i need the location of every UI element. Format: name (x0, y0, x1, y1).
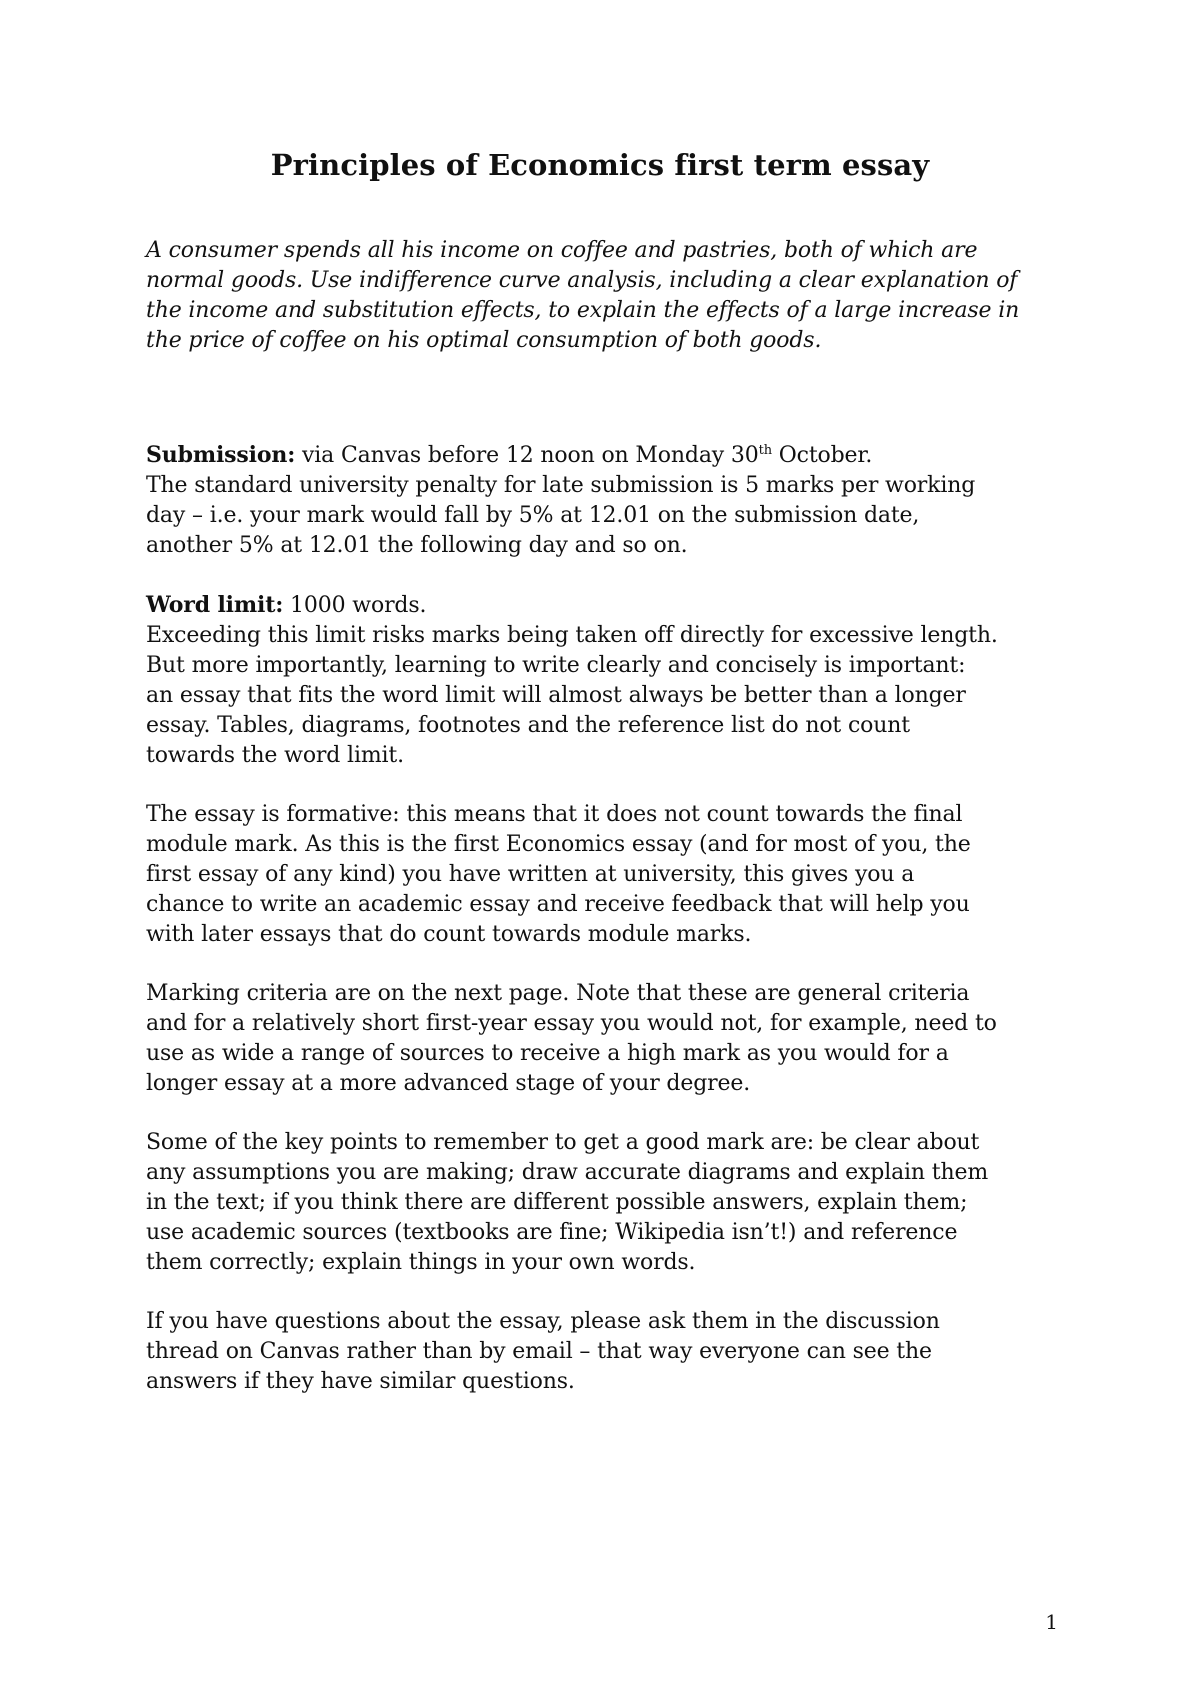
submission-heading-line (146, 440, 1076, 471)
key-points-line: any assumptions you are making; draw accurate diagrams and explain them (146, 1160, 989, 1185)
word-limit-section (146, 590, 1076, 771)
questions-line: thread on Canvas rather than by email – that way everyone can see the (146, 1339, 932, 1364)
submission-text: via Canvas before 12 noon on Monday 30 (295, 443, 759, 468)
formative-paragraph (146, 800, 1076, 950)
criteria-line: Marking criteria are on the next page. Note that these are general criteria (146, 981, 970, 1006)
submission-line: day – i.e. your mark would fall by 5% at 12.01 on the submission date, (146, 503, 920, 528)
word-limit-text: 1000 words. (283, 593, 427, 618)
document-body (146, 236, 1076, 1426)
criteria-paragraph (146, 979, 1076, 1099)
submission-date-suffix: th (758, 443, 772, 458)
formative-line: chance to write an academic essay and receive feedback that will help you (146, 892, 970, 917)
question-line: the income and substitution effects, to explain the effects of a large increase in (146, 298, 1020, 323)
essay-question (146, 236, 1076, 356)
word-limit-line: But more importantly, learning to write clearly and concisely is important: (146, 653, 966, 678)
formative-line: with later essays that do count towards module marks. (146, 922, 752, 947)
questions-paragraph (146, 1307, 1076, 1397)
word-limit-line: essay. Tables, diagrams, footnotes and the reference list do not count (146, 713, 910, 738)
formative-line: The essay is formative: this means that it does not count towards the final (146, 802, 963, 827)
question-line: normal goods. Use indifference curve analysis, including a clear explanation of (146, 268, 1018, 293)
key-points-paragraph (146, 1128, 1076, 1278)
key-points-line: them correctly; explain things in your own words. (146, 1250, 696, 1275)
submission-section (146, 440, 1076, 561)
formative-line: first essay of any kind) you have written at university, this gives you a (146, 862, 915, 887)
word-limit-label: Word limit: (146, 592, 284, 618)
word-limit-line: towards the word limit. (146, 743, 404, 768)
word-limit-line: Exceeding this limit risks marks being taken off directly for excessive length. (146, 623, 998, 648)
formative-line: module mark. As this is the first Economics essay (and for most of you, the (146, 832, 971, 857)
word-limit-heading-line (146, 590, 1076, 621)
submission-label: Submission: (146, 442, 296, 468)
questions-line: If you have questions about the essay, please ask them in the discussion (146, 1309, 940, 1334)
word-limit-line: an essay that fits the word limit will almost always be better than a longer (146, 683, 966, 708)
page-title: Principles of Economics first term essay (270, 148, 930, 182)
criteria-line: longer essay at a more advanced stage of your degree. (146, 1071, 751, 1096)
page-number: 1 (1045, 1610, 1058, 1634)
questions-line: answers if they have similar questions. (146, 1369, 575, 1394)
key-points-line: Some of the key points to remember to get a good mark are: be clear about (146, 1130, 980, 1155)
criteria-line: and for a relatively short first-year essay you would not, for example, need to (146, 1011, 997, 1036)
key-points-line: in the text; if you think there are different possible answers, explain them; (146, 1190, 968, 1215)
submission-line: The standard university penalty for late submission is 5 marks per working (146, 473, 976, 498)
question-line: A consumer spends all his income on coffee and pastries, both of which are (146, 238, 978, 263)
question-line: the price of coffee on his optimal consumption of both goods. (146, 328, 822, 353)
criteria-line: use as wide a range of sources to receive a high mark as you would for a (146, 1041, 949, 1066)
submission-line: another 5% at 12.01 the following day and so on. (146, 533, 688, 558)
submission-text-end: October. (771, 443, 873, 468)
key-points-line: use academic sources (textbooks are fine; Wikipedia isn’t!) and reference (146, 1220, 958, 1245)
